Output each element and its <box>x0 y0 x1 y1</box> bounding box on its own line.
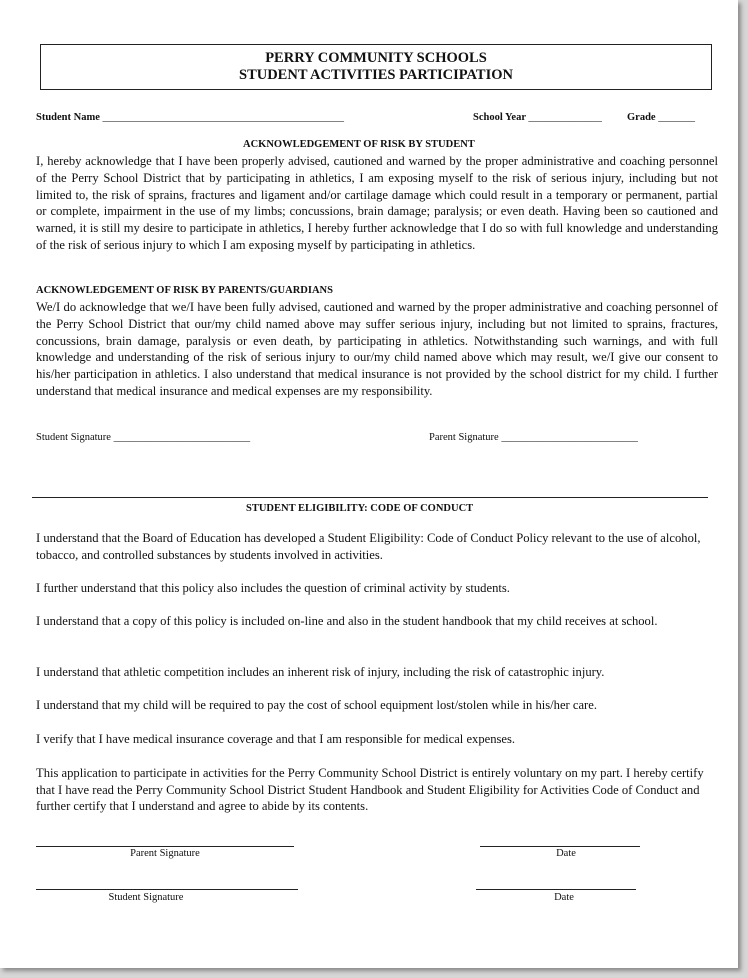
form-title: STUDENT ACTIVITIES PARTICIPATION <box>239 67 513 83</box>
parent-signature-line[interactable] <box>36 846 294 847</box>
parent-signature-caption: Parent Signature <box>130 848 200 859</box>
student-ack-text: I, hereby acknowledge that I have been properly advised, cautioned and warned by the proper administrative and coaching personnel of the Perry School District that by participating in athletics, I am exposing myself to the risk of serious injury, including but not limited to, the risk of sprains, fractures and ligament and/or cartilage damage which could result in a temporary or permanent, partial or complete, impairment in the use of my limbs; concussions, brain damage; paralysis; or even death. Having been so cautioned and warned, it is still my desire to participate in athletics, I hereby further acknowledge that I do so with full knowledge and understanding of the risk of serious injury to which I am exposing myself by participating in athletics. <box>36 154 718 252</box>
student-name-field[interactable] <box>36 112 344 123</box>
student-signature-field[interactable] <box>36 432 250 443</box>
parent-signature-field[interactable] <box>429 432 638 443</box>
school-year-label: School Year <box>473 112 526 123</box>
grade-field[interactable] <box>627 112 695 123</box>
student-signature-line[interactable] <box>36 889 298 890</box>
student-name-blank[interactable]: ______________________________________________ <box>102 112 345 123</box>
conduct-paragraph: I understand that the Board of Education has developed a Student Eligibility: Code of Conduct Policy relevant to the use of alcohol, tobacco, and controlled substances by students involved in activities. <box>36 531 701 562</box>
date-line-1[interactable] <box>480 846 640 847</box>
conduct-paragraph: I further understand that this policy also includes the question of criminal activity by students. <box>36 581 510 595</box>
conduct-paragraph: I understand that a copy of this policy is included on-line and also in the student handbook that my child receives at school. <box>36 614 658 628</box>
conduct-paragraph: This application to participate in activities for the Perry Community School District is entirely voluntary on my part. I hereby certify that I have read the Perry Community School District Student Handbook and Student Eligibility for Activities Code of Conduct and further certify that I understand and agree to abide by its contents. <box>36 766 704 814</box>
parent-signature-blank[interactable]: __________________________ <box>501 432 638 443</box>
form-title-box <box>40 44 712 90</box>
conduct-paragraph: I understand that my child will be required to pay the cost of school equipment lost/stolen while in his/her care. <box>36 698 597 712</box>
parent-signature-label: Parent Signature <box>429 432 499 443</box>
parent-ack-text: We/I do acknowledge that we/I have been fully advised, cautioned and warned by the proper administrative and coaching personnel of the Perry School District that our/my child named above may suffer serious injury, including but not limited to sprains, fractures, concussions, brain damage, paralysis or even death, by participating in athletics. Notwithstanding such warnings, and with full knowledge and understanding of the risk of serious injury to our/my child named above which may result, we/I give our consent to his/her participation in athletics. I also understand that medical insurance is not provided by the school district for my child. I further understand that medical insurance and medical expenses are my responsibility. <box>36 300 718 398</box>
student-signature-label: Student Signature <box>36 432 111 443</box>
student-signature-blank[interactable]: __________________________ <box>113 432 251 443</box>
conduct-paragraph: I verify that I have medical insurance coverage and that I am responsible for medical expenses. <box>36 732 516 746</box>
grade-blank[interactable]: _______ <box>658 112 695 123</box>
conduct-heading: STUDENT ELIGIBILITY: CODE OF CONDUCT <box>246 503 474 514</box>
grade-label: Grade <box>627 112 656 123</box>
parent-ack-heading: ACKNOWLEDGEMENT OF RISK BY PARENTS/GUARDIANS <box>36 285 333 296</box>
student-ack-heading: ACKNOWLEDGEMENT OF RISK BY STUDENT <box>243 139 475 150</box>
school-year-blank[interactable]: ______________ <box>528 112 602 123</box>
section-divider <box>32 497 708 498</box>
conduct-paragraph: I understand that athletic competition includes an inherent risk of injury, including the risk of catastrophic injury. <box>36 665 605 679</box>
date-line-2[interactable] <box>476 889 636 890</box>
school-name: PERRY COMMUNITY SCHOOLS <box>265 50 487 66</box>
date-caption-1: Date <box>556 848 576 859</box>
date-caption-2: Date <box>554 892 574 903</box>
school-year-field[interactable] <box>473 112 602 123</box>
student-name-label: Student Name <box>36 112 100 123</box>
student-signature-caption: Student Signature <box>108 892 184 903</box>
